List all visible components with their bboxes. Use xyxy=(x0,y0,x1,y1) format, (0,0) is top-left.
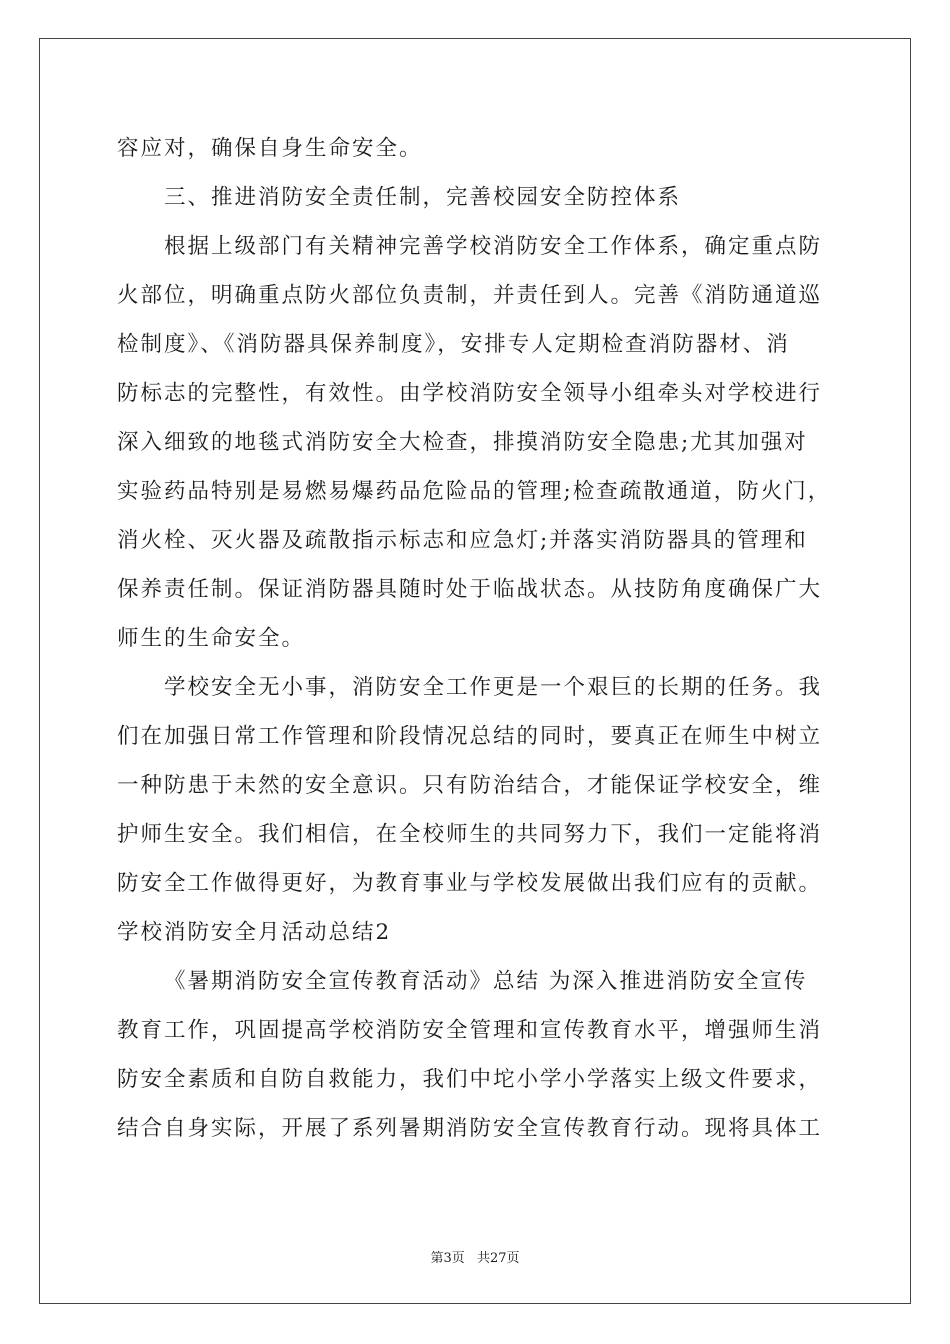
text-line: 学校安全无小事，消防安全工作更是一个艰巨的长期的任务。我 xyxy=(164,675,823,700)
text-line: 消火栓、灭火器及疏散指示标志和应急灯;并落实消防器具的管理和 xyxy=(117,528,808,553)
text-line: 结合自身实际，开展了系列暑期消防安全宣传教育行动。现将具体工 xyxy=(117,1116,823,1141)
text-line: 师生的生命安全。 xyxy=(117,626,306,651)
text-line: 保养责任制。保证消防器具随时处于临战状态。从技防角度确保广大 xyxy=(117,577,823,602)
text-line: 护师生安全。我们相信，在全校师生的共同努力下，我们一定能将消 xyxy=(117,822,823,847)
document-body xyxy=(117,124,857,1153)
text-line: 学校消防安全月活动总结2 xyxy=(117,920,392,945)
text-line: 深入细致的地毯式消防安全大检查，排摸消防安全隐患;尤其加强对 xyxy=(117,430,808,455)
text-line: 一种防患于未然的安全意识。只有防治结合，才能保证学校安全，维 xyxy=(117,773,823,798)
text-line: 根据上级部门有关精神完善学校消防安全工作体系，确定重点防 xyxy=(164,234,823,259)
text-line: 实验药品特别是易燃易爆药品危险品的管理;检查疏散通道，防火门， xyxy=(117,479,832,504)
text-line: 防安全素质和自防自救能力，我们中坨小学小学落实上级文件要求， xyxy=(117,1067,823,1092)
text-line: 检制度》、《消防器具保养制度》，安排专人定期检查消防器材、消 xyxy=(117,332,790,357)
text-line: 火部位，明确重点防火部位负责制，并责任到人。完善《消防通道巡 xyxy=(117,283,823,308)
page-total: 共27页 xyxy=(476,1251,520,1266)
text-line: 教育工作，巩固提高学校消防安全管理和宣传教育水平，增强师生消 xyxy=(117,1018,823,1043)
text-line: 们在加强日常工作管理和阶段情况总结的同时，要真正在师生中树立 xyxy=(117,724,823,749)
text-line: 《暑期消防安全宣传教育活动》总结 为深入推进消防安全宣传 xyxy=(164,969,808,994)
page-number: 第3页 xyxy=(430,1251,465,1266)
text-line: 容应对，确保自身生命安全。 xyxy=(117,136,423,161)
page-footer xyxy=(0,1247,950,1266)
text-line: 防安全工作做得更好，为教育事业与学校发展做出我们应有的贡献。 xyxy=(117,871,823,896)
text-line: 三、推进消防安全责任制，完善校园安全防控体系 xyxy=(164,185,682,210)
text-line: 防标志的完整性，有效性。由学校消防安全领导小组牵头对学校进行 xyxy=(117,381,823,406)
